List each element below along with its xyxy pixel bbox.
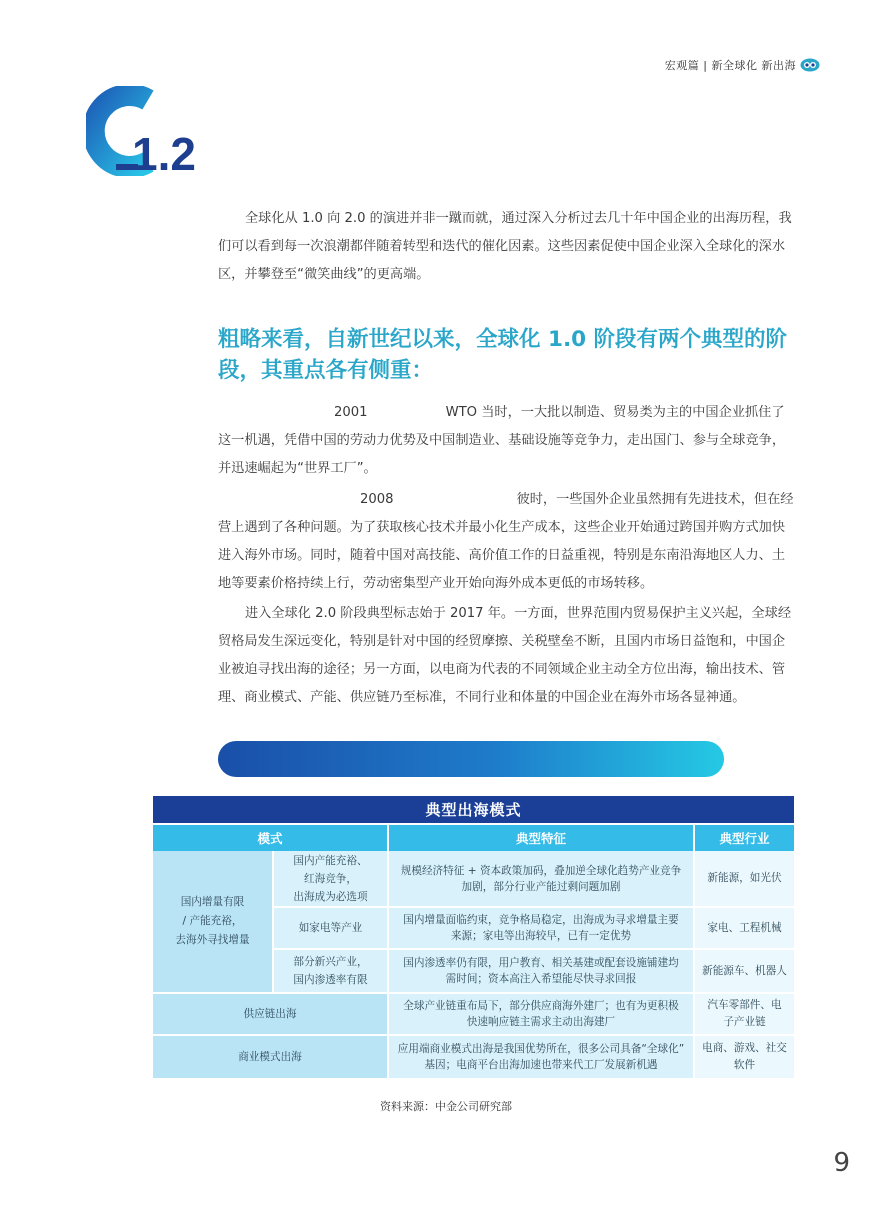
stage1-paragraph <box>218 399 794 483</box>
industry-cell: 电商、游戏、社交 软件 <box>694 1035 794 1079</box>
stage1-year: 2001 <box>334 405 368 420</box>
brand-logo-icon <box>800 58 820 72</box>
stage2-paragraph <box>218 486 794 598</box>
group-label: 国内增量有限 / 产能充裕， 去海外寻找增量 <box>153 851 273 993</box>
section-headline: 粗略来看，自新世纪以来，全球化 1.0 阶段有两个典型的阶段，其重点各有侧重： <box>218 327 788 383</box>
intro-paragraph: 全球化从 1.0 向 2.0 的演进并非一蹴而就，通过深入分析过去几十年中国企业的出海历程，我们可以看到每一次浪潮都伴随着转型和迭代的催化因素。这些因素促使中国企业深入全球化的深水区，并攀登至“微笑曲线”的更高端。 <box>218 211 792 282</box>
running-header: 宏观篇 | 新全球化 新出海 <box>664 59 796 72</box>
feature-cell: 全球产业链重布局下，部分供应商海外建厂；也有为更积极 快速响应链主需求主动出海建厂 <box>388 993 694 1035</box>
feature-cell: 国内渗透率仍有限，用户教育、相关基建或配套设施铺建均 需时间；资本高注入希望能尽快寻求回报 <box>388 949 694 993</box>
table-row <box>153 851 794 907</box>
section-badge <box>86 86 206 176</box>
mode-cell: 供应链出海 <box>153 993 388 1035</box>
industry-cell: 新能源，如光伏 <box>694 851 794 907</box>
source-note: 资料来源：中金公司研究部 <box>380 1100 512 1113</box>
decorative-banner <box>218 741 724 777</box>
stage2-text: 彼时，一些国外企业虽然拥有先进技术，但在经营上遇到了各种问题。为了获取核心技术并最小化生产成本，这些企业开始通过跨国并购方式加快进入海外市场。同时，随着中国对高技能、高价值工作的日益重视，特别是东南沿海地区人力、土地等要素价格持续上行，劳动密集型产业开始向海外成本更低的市场转移。 <box>218 492 794 591</box>
table-title: 典型出海模式 <box>153 796 794 824</box>
sub-mode: 如家电等产业 <box>273 907 388 949</box>
feature-cell: 应用端商业模式出海是我国优势所在，很多公司具备“全球化” 基因；电商平台出海加速也带来代工厂发展新机遇 <box>388 1035 694 1079</box>
table-header-feature: 典型特征 <box>388 824 694 851</box>
stage1-text: 当时，一大批以制造、贸易类为主的中国企业抓住了这一机遇，凭借中国的劳动力优势及中国制造业、基础设施等竞争力，走出国门、参与全球竞争，并迅速崛起为“世界工厂”。 <box>218 405 786 476</box>
sub-mode: 国内产能充裕、 红海竞争， 出海成为必选项 <box>273 851 388 907</box>
table-header-industry: 典型行业 <box>694 824 794 851</box>
modes-table <box>153 796 794 1080</box>
page-number: 9 <box>833 1148 850 1178</box>
mode-cell: 商业模式出海 <box>153 1035 388 1079</box>
table-row <box>153 1035 794 1079</box>
sub-mode: 部分新兴产业， 国内渗透率有限 <box>273 949 388 993</box>
feature-cell: 国内增量面临约束，竞争格局稳定，出海成为寻求增量主要 来源；家电等出海较早，已有一定优势 <box>388 907 694 949</box>
industry-cell: 家电、工程机械 <box>694 907 794 949</box>
industry-cell: 新能源车、机器人 <box>694 949 794 993</box>
industry-cell: 汽车零部件、电 子产业链 <box>694 993 794 1035</box>
stage1-org: WTO <box>445 405 478 420</box>
global2-paragraph: 进入全球化 2.0 阶段典型标志始于 2017 年。一方面，世界范围内贸易保护主义兴起，全球经贸格局发生深远变化，特别是针对中国的经贸摩擦、关税壁垒不断，且国内市场日益饱和，中国企业被迫寻找出海的途径；另一方面，以电商为代表的不同领域企业主动全方位出海，输出技术、管理、商业模式、产能、供应链乃至标准，不同行业和体量的中国企业在海外市场各显神通。 <box>218 606 792 705</box>
table-header-mode: 模式 <box>153 824 388 851</box>
section-number: 1.2 <box>132 128 196 176</box>
table-row <box>153 993 794 1035</box>
feature-cell: 规模经济特征 + 资本政策加码，叠加逆全球化趋势产业竞争 加剧，部分行业产能过剩问题加剧 <box>388 851 694 907</box>
stage2-year: 2008 <box>360 492 394 507</box>
